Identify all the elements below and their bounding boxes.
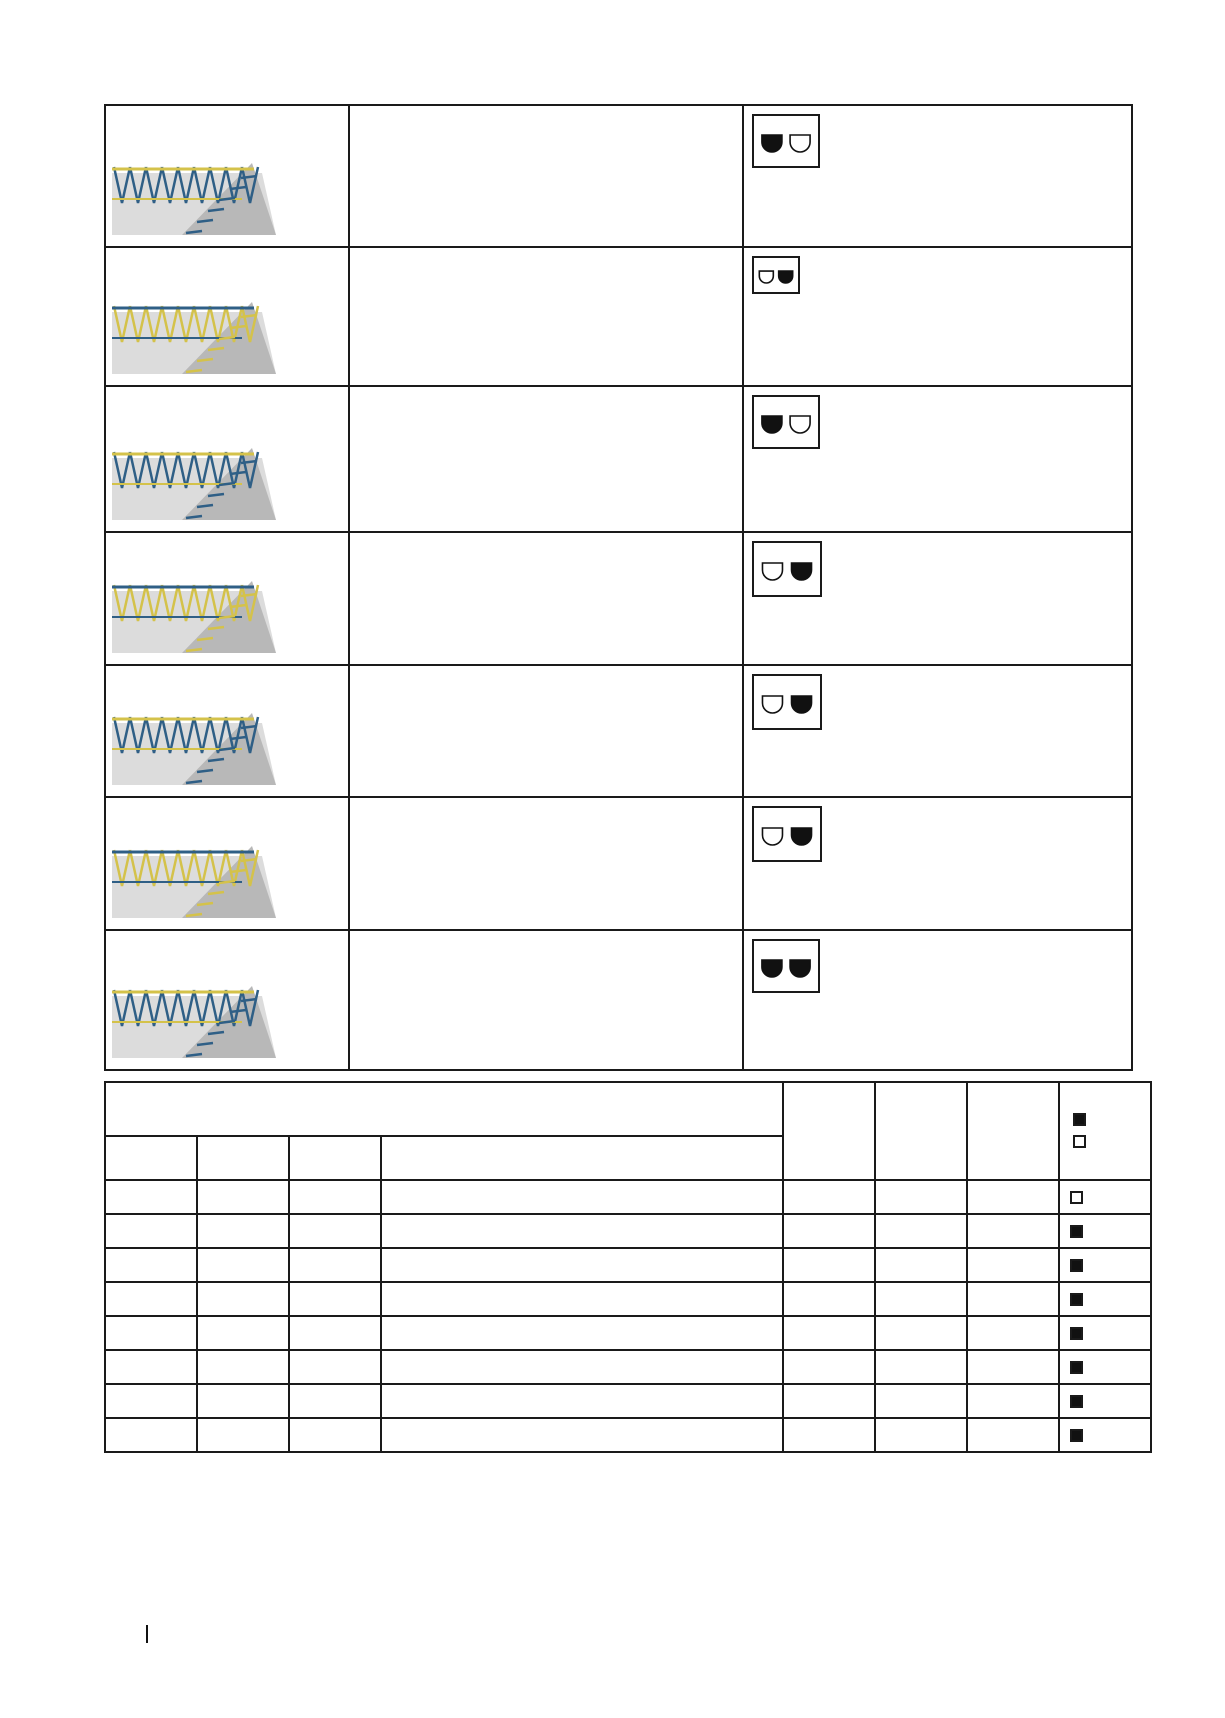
stitch-image-cell	[105, 665, 349, 797]
settings-cell	[967, 1418, 1059, 1452]
settings-cell	[381, 1180, 783, 1214]
settings-indicator-cell	[1059, 1248, 1151, 1282]
settings-cell	[381, 1418, 783, 1452]
settings-cell	[783, 1350, 875, 1384]
settings-cell	[783, 1248, 875, 1282]
needle-position-indicator	[752, 541, 822, 597]
stitch-diagram-icon	[112, 705, 276, 785]
needle-empty-icon	[762, 828, 782, 845]
settings-cell	[197, 1214, 289, 1248]
settings-subheader-4	[381, 1136, 783, 1180]
settings-cell	[783, 1384, 875, 1418]
needle-empty-icon	[790, 416, 810, 433]
settings-cell	[875, 1384, 967, 1418]
legend-empty-square-icon	[1073, 1135, 1086, 1148]
settings-row	[105, 1384, 1151, 1418]
settings-cell	[105, 1248, 197, 1282]
settings-cell	[967, 1248, 1059, 1282]
settings-cell	[783, 1180, 875, 1214]
settings-row	[105, 1316, 1151, 1350]
settings-indicator-cell	[1059, 1350, 1151, 1384]
settings-cell	[105, 1282, 197, 1316]
filled-square-icon	[1070, 1361, 1083, 1374]
stitch-description-cell	[349, 386, 743, 532]
stitch-row	[105, 532, 1132, 665]
settings-cell	[783, 1214, 875, 1248]
settings-cell	[967, 1316, 1059, 1350]
settings-cell	[105, 1418, 197, 1452]
settings-legend-cell	[1059, 1082, 1151, 1180]
needle-empty-icon	[759, 271, 773, 283]
settings-cell	[381, 1214, 783, 1248]
stitch-description-cell	[349, 247, 743, 386]
needle-position-cell	[743, 930, 1132, 1070]
settings-cell	[197, 1180, 289, 1214]
settings-cell	[289, 1418, 381, 1452]
settings-cell	[289, 1384, 381, 1418]
stitch-diagram-icon	[112, 155, 276, 235]
settings-row	[105, 1282, 1151, 1316]
stitch-diagram-icon	[112, 978, 276, 1058]
settings-cell	[197, 1384, 289, 1418]
page-margin-marker	[146, 1625, 148, 1643]
settings-cell	[381, 1282, 783, 1316]
needle-position-cell	[743, 247, 1132, 386]
needle-position-cell	[743, 105, 1132, 247]
needle-empty-icon	[790, 135, 810, 152]
settings-cell	[197, 1350, 289, 1384]
settings-header-col-6	[875, 1082, 967, 1180]
needle-position-indicator	[752, 806, 822, 862]
filled-square-icon	[1070, 1429, 1083, 1442]
settings-cell	[289, 1350, 381, 1384]
settings-header-col-7	[967, 1082, 1059, 1180]
settings-table	[104, 1081, 1152, 1453]
stitch-description-cell	[349, 532, 743, 665]
settings-cell	[967, 1282, 1059, 1316]
settings-cell	[875, 1282, 967, 1316]
filled-square-icon	[1070, 1225, 1083, 1238]
settings-row	[105, 1248, 1151, 1282]
settings-indicator-cell	[1059, 1384, 1151, 1418]
settings-cell	[197, 1282, 289, 1316]
stitch-row	[105, 930, 1132, 1070]
settings-cell	[289, 1316, 381, 1350]
settings-cell	[105, 1180, 197, 1214]
stitch-image-cell	[105, 247, 349, 386]
needle-position-cell	[743, 386, 1132, 532]
settings-cell	[875, 1180, 967, 1214]
settings-cell	[381, 1384, 783, 1418]
settings-row	[105, 1418, 1151, 1452]
settings-indicator-cell	[1059, 1282, 1151, 1316]
stitch-table	[104, 104, 1133, 1071]
settings-header-merged	[105, 1082, 783, 1136]
needle-position-indicator	[752, 114, 820, 168]
needle-position-cell	[743, 665, 1132, 797]
stitch-description-cell	[349, 105, 743, 247]
settings-indicator-cell	[1059, 1180, 1151, 1214]
stitch-row	[105, 797, 1132, 930]
needle-filled-icon	[792, 696, 812, 713]
settings-subheader-2	[197, 1136, 289, 1180]
needle-position-indicator	[752, 395, 820, 449]
settings-cell	[289, 1248, 381, 1282]
settings-row	[105, 1180, 1151, 1214]
needle-empty-icon	[762, 696, 782, 713]
settings-indicator-cell	[1059, 1418, 1151, 1452]
settings-cell	[783, 1282, 875, 1316]
settings-cell	[783, 1418, 875, 1452]
settings-indicator-cell	[1059, 1316, 1151, 1350]
settings-cell	[381, 1316, 783, 1350]
settings-cell	[875, 1350, 967, 1384]
stitch-diagram-icon	[112, 573, 276, 653]
settings-cell	[875, 1214, 967, 1248]
settings-cell	[967, 1214, 1059, 1248]
settings-subheader-3	[289, 1136, 381, 1180]
stitch-image-cell	[105, 930, 349, 1070]
settings-cell	[875, 1248, 967, 1282]
needle-filled-icon	[792, 828, 812, 845]
stitch-diagram-icon	[112, 294, 276, 374]
stitch-row	[105, 665, 1132, 797]
empty-square-icon	[1070, 1191, 1083, 1204]
settings-cell	[289, 1282, 381, 1316]
settings-cell	[289, 1214, 381, 1248]
stitch-description-cell	[349, 797, 743, 930]
needle-filled-icon	[790, 960, 810, 977]
settings-cell	[381, 1248, 783, 1282]
settings-cell	[197, 1248, 289, 1282]
filled-square-icon	[1070, 1259, 1083, 1272]
settings-cell	[967, 1384, 1059, 1418]
stitch-description-cell	[349, 930, 743, 1070]
stitch-image-cell	[105, 105, 349, 247]
filled-square-icon	[1070, 1395, 1083, 1408]
stitch-row	[105, 247, 1132, 386]
needle-position-indicator	[752, 674, 822, 730]
stitch-row	[105, 105, 1132, 247]
needle-filled-icon	[762, 960, 782, 977]
settings-header-col-5	[783, 1082, 875, 1180]
settings-cell	[197, 1316, 289, 1350]
filled-square-icon	[1070, 1293, 1083, 1306]
settings-row	[105, 1350, 1151, 1384]
settings-cell	[381, 1350, 783, 1384]
settings-indicator-cell	[1059, 1214, 1151, 1248]
needle-filled-icon	[792, 563, 812, 580]
settings-cell	[105, 1384, 197, 1418]
settings-cell	[289, 1180, 381, 1214]
settings-cell	[105, 1316, 197, 1350]
stitch-diagram-icon	[112, 838, 276, 918]
needle-empty-icon	[762, 563, 782, 580]
settings-cell	[875, 1418, 967, 1452]
stitch-image-cell	[105, 386, 349, 532]
needle-filled-icon	[779, 271, 793, 283]
stitch-diagram-icon	[112, 440, 276, 520]
settings-cell	[967, 1180, 1059, 1214]
settings-subheader-1	[105, 1136, 197, 1180]
needle-position-indicator	[752, 256, 800, 294]
settings-cell	[197, 1418, 289, 1452]
needle-position-cell	[743, 797, 1132, 930]
stitch-description-cell	[349, 665, 743, 797]
settings-cell	[105, 1214, 197, 1248]
needle-filled-icon	[762, 416, 782, 433]
settings-cell	[105, 1350, 197, 1384]
stitch-row	[105, 386, 1132, 532]
settings-row	[105, 1214, 1151, 1248]
needle-filled-icon	[762, 135, 782, 152]
needle-position-indicator	[752, 939, 820, 993]
legend-filled-square-icon	[1073, 1113, 1086, 1126]
filled-square-icon	[1070, 1327, 1083, 1340]
stitch-image-cell	[105, 532, 349, 665]
settings-cell	[967, 1350, 1059, 1384]
settings-cell	[875, 1316, 967, 1350]
stitch-image-cell	[105, 797, 349, 930]
settings-cell	[783, 1316, 875, 1350]
needle-position-cell	[743, 532, 1132, 665]
